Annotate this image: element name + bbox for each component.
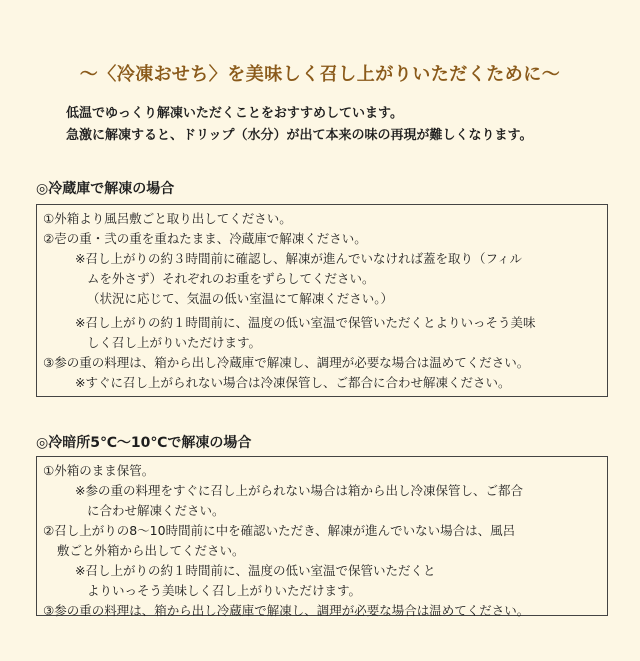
intro-text	[66, 103, 626, 147]
instruction-line: ③参の重の料理は、箱から出し冷蔵庫で解凍し、調理が必要な場合は温めてください。	[43, 355, 530, 370]
instruction-line: ②召し上がりの8～10時間前に中を確認いただき、解凍が進んでいない場合は、風呂	[43, 523, 516, 538]
note-line: ※召し上がりの約１時間前に、温度の低い室温で保管いただくと	[75, 563, 436, 578]
note-line: に合わせ解凍ください。	[87, 503, 225, 518]
intro-line: 急激に解凍すると、ドリップ（水分）が出て本来の味の再現が難しくなります。	[66, 128, 533, 143]
note-line: ※参の重の料理をすぐに召し上がられない場合は箱から出し冷凍保管し、ご都合	[75, 483, 523, 498]
instruction-line: ①外箱のまま保管。	[43, 463, 155, 478]
instruction-line: 敷ごと外箱から出してください。	[57, 543, 245, 558]
cool-dark-instructions-box	[36, 456, 608, 616]
note-line: ※召し上がりの約３時間前に確認し、解凍が進んでいなければ蓋を取り（フィル	[75, 251, 522, 266]
section-heading-refrigerator: ◎冷蔵庫で解凍の場合	[36, 181, 175, 197]
note-line: よりいっそう美味しく召し上がりいただけます。	[87, 583, 362, 598]
note-line: ※召し上がりの約１時間前に、温度の低い室温で保管いただくとよりいっそう美味	[75, 315, 536, 330]
note-line: （状況に応じて、気温の低い室温にて解凍ください。）	[87, 291, 394, 306]
instruction-line: ②壱の重・弐の重を重ねたまま、冷蔵庫で解凍ください。	[43, 231, 367, 246]
note-line: しく召し上がりいただけます。	[87, 335, 262, 350]
note-line: ムを外さず）それぞれのお重をずらしてください。	[87, 271, 375, 286]
intro-line: 低温でゆっくり解凍いただくことをおすすめしています。	[66, 106, 403, 121]
section-heading-cool-dark-place: ◎冷暗所5℃～10℃で解凍の場合	[36, 435, 252, 451]
instruction-line: ①外箱より風呂敷ごと取り出してください。	[43, 211, 292, 226]
instruction-line: ③参の重の料理は、箱から出し冷蔵庫で解凍し、調理が必要な場合は温めてください。	[43, 603, 530, 618]
note-line: ※すぐに召し上がられない場合は冷凍保管し、ご都合に合わせ解凍ください。	[75, 375, 511, 390]
refrigerator-instructions-box	[36, 204, 608, 397]
page-title: ～〈冷凍おせち〉を美味しく召し上がりいただくために～	[79, 64, 561, 85]
